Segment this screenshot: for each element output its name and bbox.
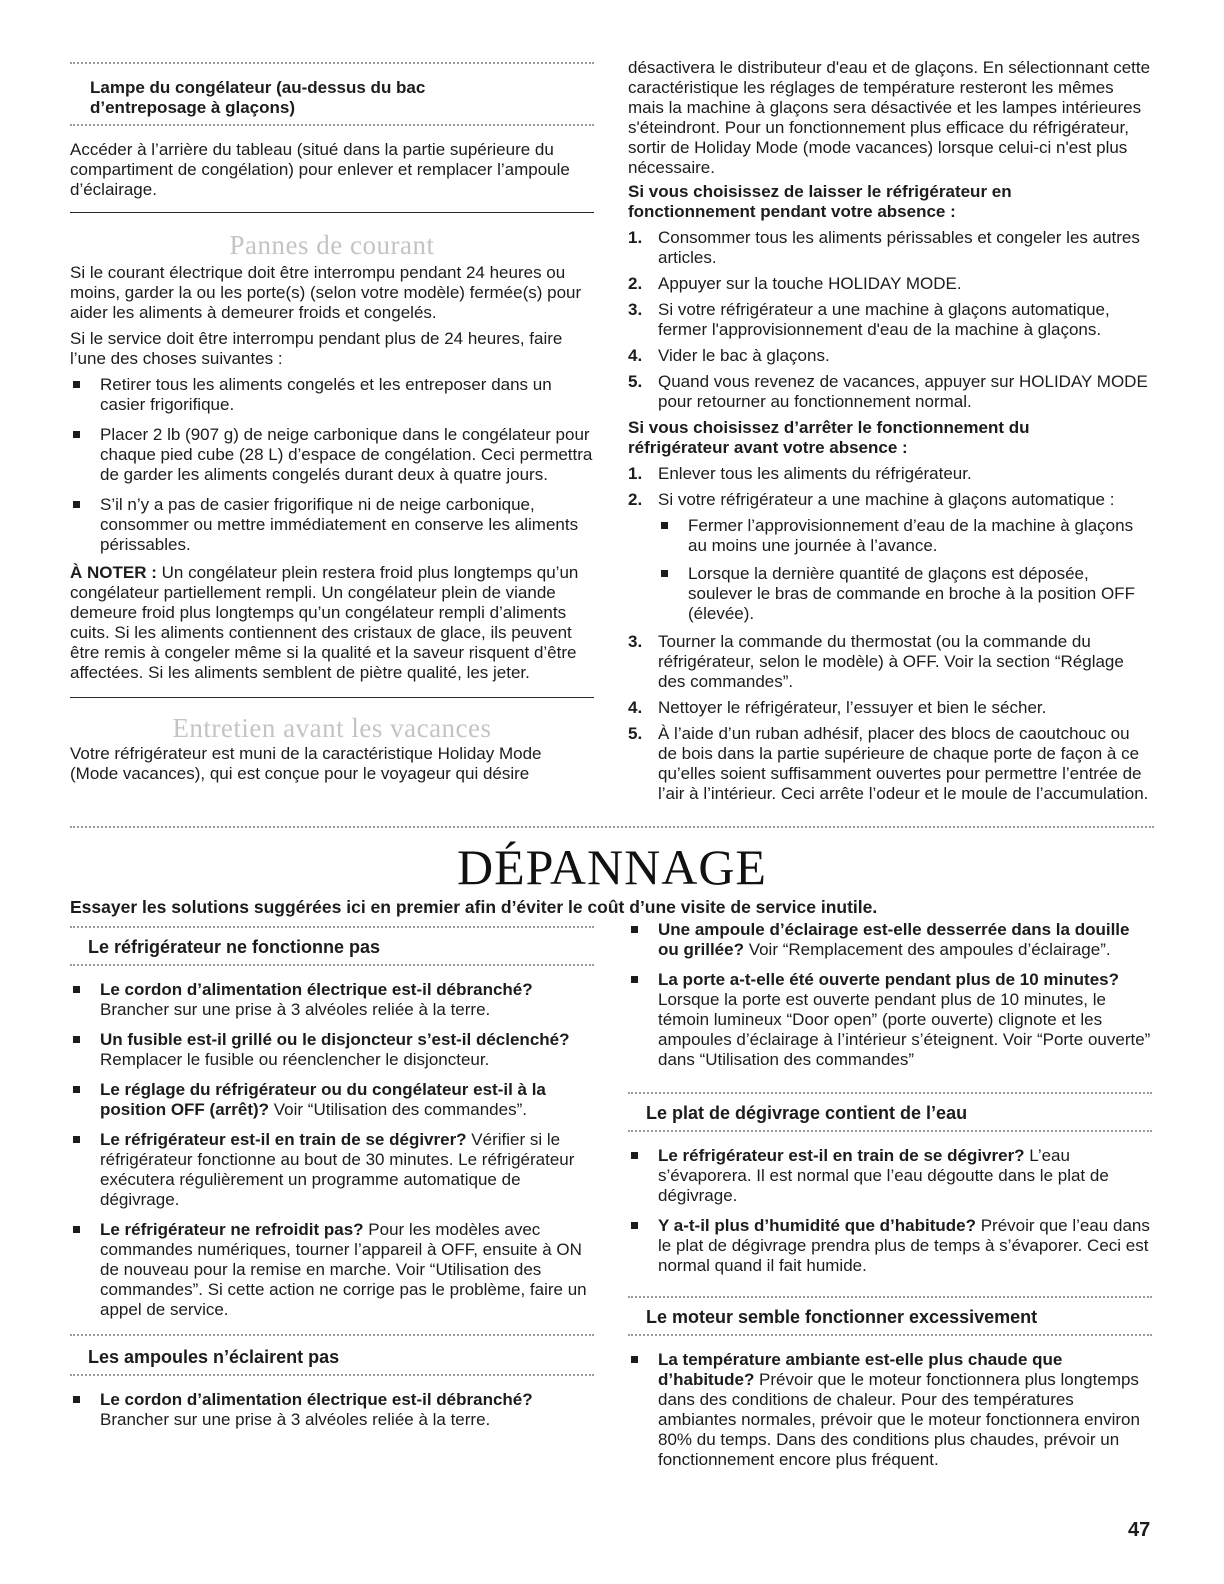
list-item xyxy=(70,1220,594,1320)
list-item xyxy=(628,228,1152,268)
lights-heading: Les ampoules n’éclairent pas xyxy=(88,1347,340,1367)
step-number: 4. xyxy=(628,698,643,717)
top-left-column xyxy=(70,62,594,784)
section-divider xyxy=(70,826,1154,828)
drain-pan-heading: Le plat de dégivrage contient de l’eau xyxy=(646,1103,968,1123)
page-number: 47 xyxy=(1128,1519,1151,1541)
list-item xyxy=(70,425,594,485)
list-item xyxy=(628,1350,1152,1470)
step-text: Nettoyer le réfrigérateur, l’essuyer et bien le sécher. xyxy=(658,698,1047,717)
divider xyxy=(70,926,594,928)
list-item xyxy=(628,1216,1152,1276)
list-item xyxy=(628,970,1152,1070)
list-item xyxy=(70,1130,594,1210)
intro-text: Essayer les solutions suggérées ici en premier afin d’éviter le coût d’une visite de service inutile. xyxy=(70,897,878,917)
list-item xyxy=(70,1030,594,1070)
step-text: Enlever tous les aliments du réfrigérateur. xyxy=(658,464,972,483)
page-title: DÉPANNAGE xyxy=(457,839,767,895)
step-number: 1. xyxy=(628,228,643,247)
step-text: Quand vous revenez de vacances, appuyer sur HOLIDAY MODE pour retourner au fonctionnement normal. xyxy=(658,372,1148,411)
troubleshoot-right-column xyxy=(628,920,1152,1470)
divider xyxy=(70,697,594,698)
answer: Lorsque la porte est ouverte pendant plus de 10 minutes, le témoin lumineux “Door open” (porte ouverte) clignote et les ampoules d’éclairage à l’intérieur s’éteignent. Voir “Porte ouverte” dans “Utilisation des commandes” xyxy=(658,990,1151,1069)
question: Le réglage du réfrigérateur ou du congélateur est-il à la position OFF (arrêt)? xyxy=(100,1080,546,1119)
question: Le cordon d’alimentation électrique est-il débranché? xyxy=(100,1390,533,1409)
vacation-title: Entretien avant les vacances xyxy=(172,713,492,743)
list-item xyxy=(628,1146,1152,1206)
step-text: Consommer tous les aliments périssables et congeler les autres articles. xyxy=(658,228,1140,267)
list-item-text: Placer 2 lb (907 g) de neige carbonique dans le congélateur pour chaque pied cube (28 L) d’espace de congélation. Ceci permettra de garder les aliments congelés durant deux à quatre jours. xyxy=(100,425,593,484)
divider xyxy=(70,1334,594,1336)
divider xyxy=(628,1296,1152,1298)
step-number: 4. xyxy=(628,346,643,365)
continued-text: désactivera le distributeur d'eau et de glaçons. En sélectionnant cette caractéristique les réglages de température resteront les mêmes mais la machine à glaçons sera désactivée et les lampes intérieures s'éteindront. Pour un fonctionnement plus efficace du réfrigérateur, sortir de Holiday Mode (mode vacances) lorsque celui-ci n'est plus nécessaire. xyxy=(628,58,1151,177)
question: Une ampoule d’éclairage est-elle desserrée dans la douille ou grillée? xyxy=(658,920,1130,959)
list-item xyxy=(628,274,1152,294)
answer: Vérifier si le réfrigérateur fonctionne au bout de 30 minutes. Le réfrigérateur exécutera régulièrement un programme automatique de dégivrage. xyxy=(100,1130,575,1209)
step-number: 5. xyxy=(628,724,643,743)
list-item xyxy=(628,490,1152,510)
list-item xyxy=(628,920,1152,960)
step-number: 3. xyxy=(628,300,643,319)
list-item xyxy=(628,464,1152,484)
answer: Voir “Remplacement des ampoules d’éclairage”. xyxy=(743,940,1111,959)
answer: Brancher sur une prise à 3 alvéoles reliée à la terre. xyxy=(100,1000,491,1019)
lamp-heading: Lampe du congélateur (au-dessus du bac d’entreposage à glaçons) xyxy=(90,78,426,117)
step-number: 3. xyxy=(628,632,643,651)
divider xyxy=(628,1334,1152,1336)
sub-list-item xyxy=(658,564,1152,624)
divider xyxy=(70,62,594,64)
motor-heading: Le moteur semble fonctionner excessivement xyxy=(646,1307,1038,1327)
troubleshoot-left-column xyxy=(70,926,594,1430)
step-text: Si votre réfrigérateur a une machine à glaçons automatique : xyxy=(658,490,1115,509)
list-item xyxy=(628,300,1152,340)
step-number: 1. xyxy=(628,464,643,483)
not-running-heading: Le réfrigérateur ne fonctionne pas xyxy=(88,937,381,957)
divider xyxy=(628,1092,1152,1094)
list-item xyxy=(70,1390,594,1430)
divider xyxy=(70,124,594,126)
list-item xyxy=(70,375,594,415)
sub-list-item-text: Lorsque la dernière quantité de glaçons est déposée, soulever le bras de commande en broche à la position OFF (élevée). xyxy=(688,564,1135,623)
list-item xyxy=(628,698,1152,718)
step-text: À l’aide d’un ruban adhésif, placer des blocs de caoutchouc ou de bois dans la partie supérieure de chaque porte de façon à ce qu’elles soient suffisamment ouvertes pour permettre l’entrée de l’air à l’intérieur. Ceci arrête l’odeur et le moule de l’accumulation. xyxy=(658,724,1149,803)
list-item xyxy=(70,1080,594,1120)
list-item-text: S’il n’y a pas de casier frigorifique ni de neige carbonique, consommer ou mettre immédiatement en conserve les aliments périssables. xyxy=(100,495,579,554)
sub-list-item-text: Fermer l’approvisionnement d’eau de la machine à glaçons au moins une journée à l’avance. xyxy=(688,516,1134,555)
turn-off-heading: Si vous choisissez d’arrêter le fonctionnement du réfrigérateur avant votre absence : xyxy=(628,418,1030,457)
list-item xyxy=(628,724,1152,804)
question: Y a-t-il plus d’humidité que d’habitude? xyxy=(658,1216,976,1235)
step-text: Appuyer sur la touche HOLIDAY MODE. xyxy=(658,274,962,293)
question: La porte a-t-elle été ouverte pendant plus de 10 minutes? xyxy=(658,970,1119,989)
list-item-text: Retirer tous les aliments congelés et les entreposer dans un casier frigorifique. xyxy=(100,375,552,414)
divider xyxy=(70,212,594,213)
question: Le cordon d’alimentation électrique est-il débranché? xyxy=(100,980,533,999)
list-item xyxy=(628,346,1152,366)
list-item xyxy=(70,495,594,555)
question: Le réfrigérateur ne refroidit pas? xyxy=(100,1220,364,1239)
list-item xyxy=(70,980,594,1020)
answer: Prévoir que le moteur fonctionnera plus longtemps dans des conditions de chaleur. Pour des températures ambiantes normales, prévoir que le moteur fonctionnera environ 80% du temps. Dans des conditions plus chaudes, prévoir un fonctionnement encore plus fréquent. xyxy=(658,1370,1140,1469)
leave-on-heading: Si vous choisissez de laisser le réfrigérateur en fonctionnement pendant votre absence : xyxy=(628,182,1012,221)
step-number: 2. xyxy=(628,274,643,293)
question: La température ambiante est-elle plus chaude que d’habitude? xyxy=(658,1350,1063,1389)
answer: Brancher sur une prise à 3 alvéoles reliée à la terre. xyxy=(100,1410,491,1429)
step-text: Tourner la commande du thermostat (ou la commande du réfrigérateur, selon le modèle) à OFF. Voir la section “Réglage des commandes”. xyxy=(658,632,1124,691)
answer: Pour les modèles avec commandes numériques, tourner l’appareil à OFF, ensuite à ON de nouveau pour la remise en marche. Voir “Utilisation des commandes”. Si cette action ne corrige pas le problème, faire un appel de service. xyxy=(100,1220,587,1319)
note-label: À NOTER : xyxy=(70,563,157,582)
divider xyxy=(70,964,594,966)
divider xyxy=(70,1374,594,1376)
step-number: 5. xyxy=(628,372,643,391)
divider xyxy=(628,1130,1152,1132)
list-item xyxy=(628,632,1152,692)
step-text: Vider le bac à glaçons. xyxy=(658,346,830,365)
vacation-paragraph: Votre réfrigérateur est muni de la caractéristique Holiday Mode (Mode vacances), qui est conçue pour le voyageur qui désire xyxy=(70,744,542,783)
list-item xyxy=(628,372,1152,412)
step-number: 2. xyxy=(628,490,643,509)
answer: Remplacer le fusible ou réenclencher le disjoncteur. xyxy=(100,1050,490,1069)
power-paragraph-1: Si le courant électrique doit être interrompu pendant 24 heures ou moins, garder la ou les porte(s) (selon votre modèle) fermée(s) pour aider les aliments à demeurer froids et congelés. xyxy=(70,263,582,322)
lamp-text: Accéder à l’arrière du tableau (situé dans la partie supérieure du compartiment de congélation) pour enlever et remplacer l’ampoule d’éclairage. xyxy=(70,140,570,199)
note-paragraph xyxy=(70,563,594,683)
answer: L’eau s’évaporera. Il est normal que l’eau dégoutte dans le plat de dégivrage. xyxy=(658,1146,1109,1205)
step-text: Si votre réfrigérateur a une machine à glaçons automatique, fermer l'approvisionnement d'eau de la machine à glaçons. xyxy=(658,300,1110,339)
note-text: Un congélateur plein restera froid plus longtemps qu’un congélateur partiellement rempli. Un congélateur plein de viande demeure froid plus longtemps qu’un congélateur rempli d’aliments cuits. Si les aliments contiennent des cristaux de glace, ils peuvent être remis à congeler même si la qualité et la saveur risquent d’être affectées. Si les aliments semblent de piètre qualité, les jeter. xyxy=(70,563,579,682)
power-paragraph-2: Si le service doit être interrompu pendant plus de 24 heures, faire l’une des choses suivantes : xyxy=(70,329,563,368)
question: Le réfrigérateur est-il en train de se dégivrer? xyxy=(100,1130,467,1149)
answer: Prévoir que l’eau dans le plat de dégivrage prendra plus de temps à s’évaporer. Ceci est normal quand il fait humide. xyxy=(658,1216,1150,1275)
power-outage-title: Pannes de courant xyxy=(229,230,435,260)
sub-list-item xyxy=(658,516,1152,556)
answer: Voir “Utilisation des commandes”. xyxy=(269,1100,527,1119)
question: Un fusible est-il grillé ou le disjoncteur s’est-il déclenché? xyxy=(100,1030,570,1049)
question: Le réfrigérateur est-il en train de se dégivrer? xyxy=(658,1146,1025,1165)
top-right-column xyxy=(628,58,1152,804)
